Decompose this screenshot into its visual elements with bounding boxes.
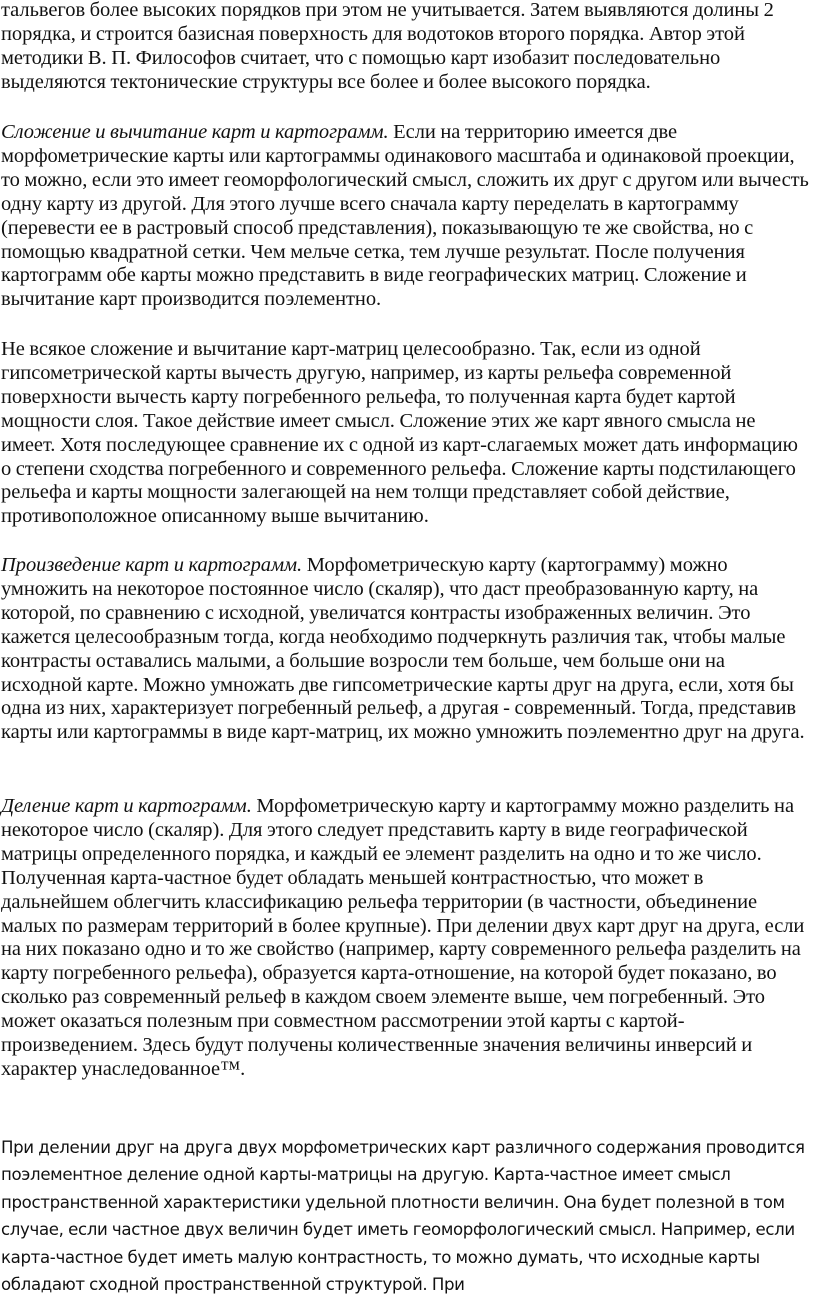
paragraph-text: При делении друг на друга двух морфометрических карт различного содержания проводится поэлементное деление одной карты-матрицы на другую. Карта-частное имеет смысл пространственной характеристики удельной плотности величин. Она будет полезной в том случае, если частное двух величин будет иметь геоморфологический смысл. Например, если карта-частное будет иметь малую контрастность, то можно думать, что исходные карты обладают сходной пространственной структурой. При — [1, 1138, 805, 1295]
paragraph-division-different-content — [1, 1134, 813, 1298]
paragraph-text: Морфометрическую карту (картограмму) можно умножить на некоторое постоянное число (скаляр), что даст преобразованную карту, на которой, по сравнению с исходной, увеличатся контрасты изображенных величин. Это кажется целесообразным тогда, когда необходимо подчеркнуть различия так, чтобы малые контрасты оставались малыми, а большие возросли тем больше, чем больше они на исходной карте. Можно умножать две гипсометрические карты друг на друга, если, хотя бы одна из них, характеризует погребенный рельеф, а другая - современный. Тогда, представив карты или картограммы в виде карт-матриц, их можно умножить поэлементно друг на друга. — [1, 554, 805, 744]
paragraph-division — [1, 795, 809, 1082]
paragraph-lead: Произведение карт и картограмм. — [1, 554, 303, 576]
paragraph-text: Если на территорию имеется две морфометрические карты или картограммы одинакового масштаба и одинаковой проекции, то можно, если это имеет геоморфологический смысл, сложить их друг с другом или вычесть одну карту из другой. Для этого лучше всего сначала карту переделать в картограмму (перевести ее в растровый способ представления), показывающую те же свойства, но с помощью квадратной сетки. Чем мельче сетка, тем лучше результат. После получения картограмм обе карты можно представить в виде географических матриц. Сложение и вычитание карт производится поэлементно. — [1, 121, 809, 311]
paragraph-lead: Деление карт и картограмм. — [1, 795, 252, 817]
paragraph-addition-subtraction — [1, 121, 809, 312]
paragraph-multiplication — [1, 554, 809, 745]
paragraph-lead: Сложение и вычитание карт и картограмм. — [1, 121, 389, 143]
paragraph-text: Не всякое сложение и вычитание карт-матриц целесообразно. Так, если из одной гипсометрической карты вычесть другую, например, из карты рельефа современной поверхности вычесть карту погребенного рельефа, то полученная карта будет картой мощности слоя. Такое действие имеет смысл. Сложение этих же карт явного смысла не имеет. Хотя последующее сравнение их с одной из карт-слагаемых может дать информацию о степени сходства погребенного и современного рельефа. Сложение карты подстилающего рельефа и карты мощности залегающей на нем толщи представляет собой действие, противоположное описанному выше вычитанию. — [1, 338, 798, 528]
paragraph-text: Морфометрическую карту и картограмму можно разделить на некоторое число (скаляр). Для этого следует представить карту в виде географической матрицы определенного порядка, и каждый ее элемент разделить на одно и то же число. Полученная карта-частное будет обладать меньшей контрастностью, что может в дальнейшем облегчить классификацию рельефа территории (в частности, объединение малых по размерам территорий в более крупные). При делении двух карт друг на друга, если на них показано одно и то же свойство (например, карту современного рельефа разделить на карту погребенного рельефа), образуется карта-отношение, на которой будет показано, во сколько раз современный рельеф в каждом своем элементе выше, чем погребенный. Это может оказаться полезным при совместном рассмотрении этой карты с картой-произведением. Здесь будут получены количественные значения величины инверсий и характер унаследованное™. — [1, 795, 805, 1080]
paragraph-text: тальвегов более высоких порядков при этом не учитывается. Затем выявляются долины 2 порядка, и строится базисная поверхность для водотоков второго порядка. Автор этой методики В. П. Философов считает, что с помощью карт изобазит последовательно выделяются тектонические структуры все более и более высокого порядка. — [1, 0, 774, 93]
paragraph-matrix-operations — [1, 338, 809, 529]
paragraph-base-surfaces — [1, 0, 809, 95]
